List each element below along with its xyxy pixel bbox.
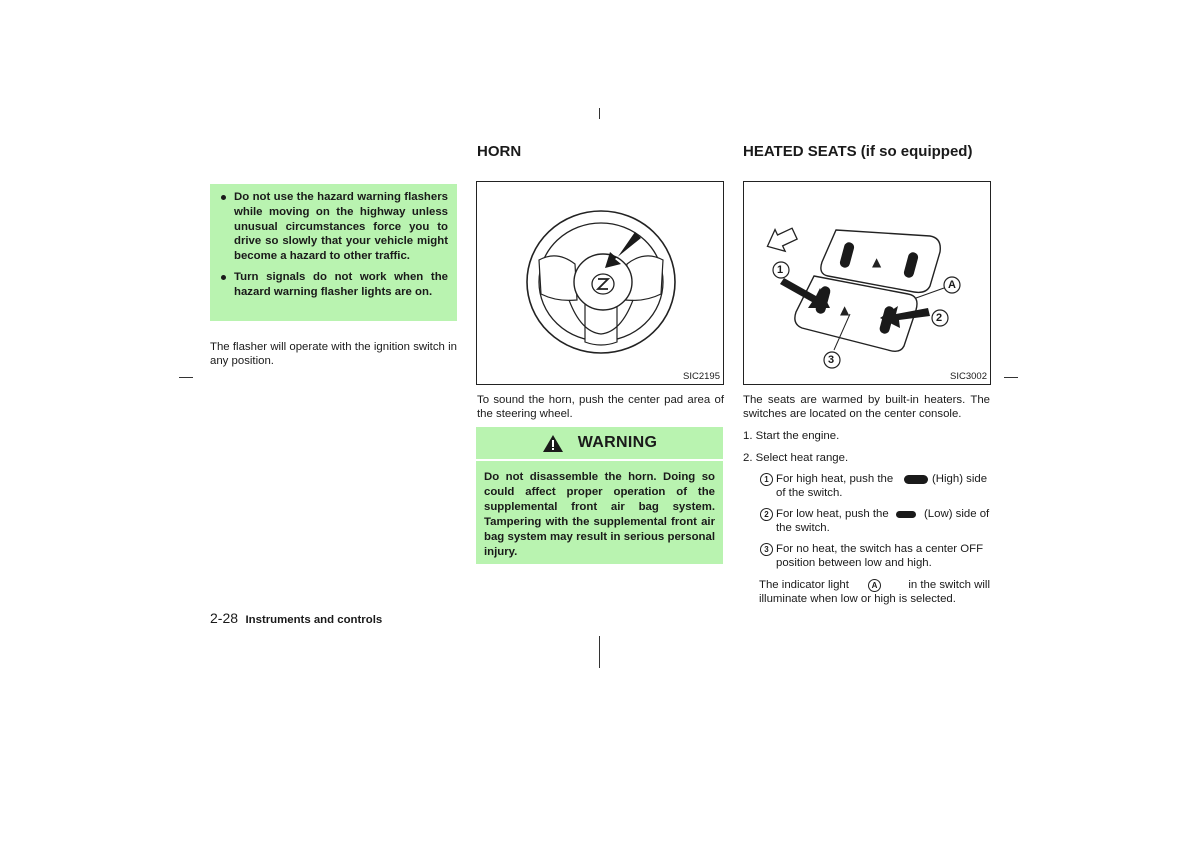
figure-label-2: 2 [936,312,943,324]
sub-step-3-marker: 3 [760,543,773,556]
page-number: 2-28 [210,610,239,626]
hazard-caution-box [210,184,457,321]
indicator-text-b: in the switch will [908,579,990,591]
svg-text:▲: ▲ [872,255,882,269]
sub-step-3-text-b: position between low and high. [776,557,932,569]
bottom-crop-mark [599,636,600,668]
flasher-paragraph: The flasher will operate with the ignition switch in any position. [210,341,457,368]
bullet-turn-signals: Turn signals do not work when the hazard warning flasher lights are on. [219,270,448,300]
figure-label-a: A [948,279,956,291]
svg-text:▲: ▲ [840,303,850,317]
warning-header [476,427,723,459]
sub-step-1-text-c: of the switch. [776,487,843,499]
sub-step-2-marker: 2 [760,508,773,521]
warning-text: Do not disassemble the horn. Doing so could affect proper operation of the supplemental front air bag system. Tampering with the supplemental front air bag system may result in serious personal injury. [476,461,723,564]
right-crop-mark [1004,377,1018,378]
step-start-engine: 1. Start the engine. [743,430,840,442]
sub-step-1-text-a: For high heat, push the [776,473,894,485]
indicator-a-marker: A [868,579,881,592]
seats-intro: The seats are warmed by built-in heaters. The switches are located on the center console. [743,394,990,421]
sub-step-1-text-b: (High) side [932,473,988,485]
step-select-heat: 2. Select heat range. [743,452,849,464]
sub-step-2-text-c: the switch. [776,522,830,534]
figure-label-1: 1 [777,264,784,276]
indicator-text-a: The indicator light [759,579,849,591]
horn-figure-code: SIC2195 [683,371,720,382]
low-switch-icon [896,511,916,518]
seats-figure-code: SIC3002 [950,371,987,382]
page-footer [210,610,382,628]
top-crop-mark [599,108,600,119]
warning-title: WARNING [577,434,658,451]
steering-wheel-figure [476,181,724,385]
seat-switch-figure [743,181,991,385]
horn-paragraph: To sound the horn, push the center pad area of the steering wheel. [477,394,724,421]
sub-step-1-marker: 1 [760,473,773,486]
sub-step-2-text-a: For low heat, push the [776,508,889,520]
heated-seats-heading: HEATED SEATS (if so equipped) [743,143,973,160]
section-title: Instruments and controls [245,614,383,626]
horn-heading: HORN [477,143,522,160]
sub-step-2-text-b: (Low) side of [924,508,990,520]
bullet-hazard-highway: Do not use the hazard warning flashers while moving on the highway unless unusual circumstances force you to drive so slowly that your vehicle might become a hazard to other traffic. [219,190,448,264]
sub-step-3-text-a: For no heat, the switch has a center OFF [776,543,984,555]
indicator-text-c: illuminate when low or high is selected. [759,593,956,605]
high-switch-icon [904,475,928,484]
left-crop-mark [179,377,193,378]
warning-triangle-icon [542,434,564,453]
figure-label-3: 3 [828,354,835,366]
steering-wheel-illustration [477,182,723,384]
